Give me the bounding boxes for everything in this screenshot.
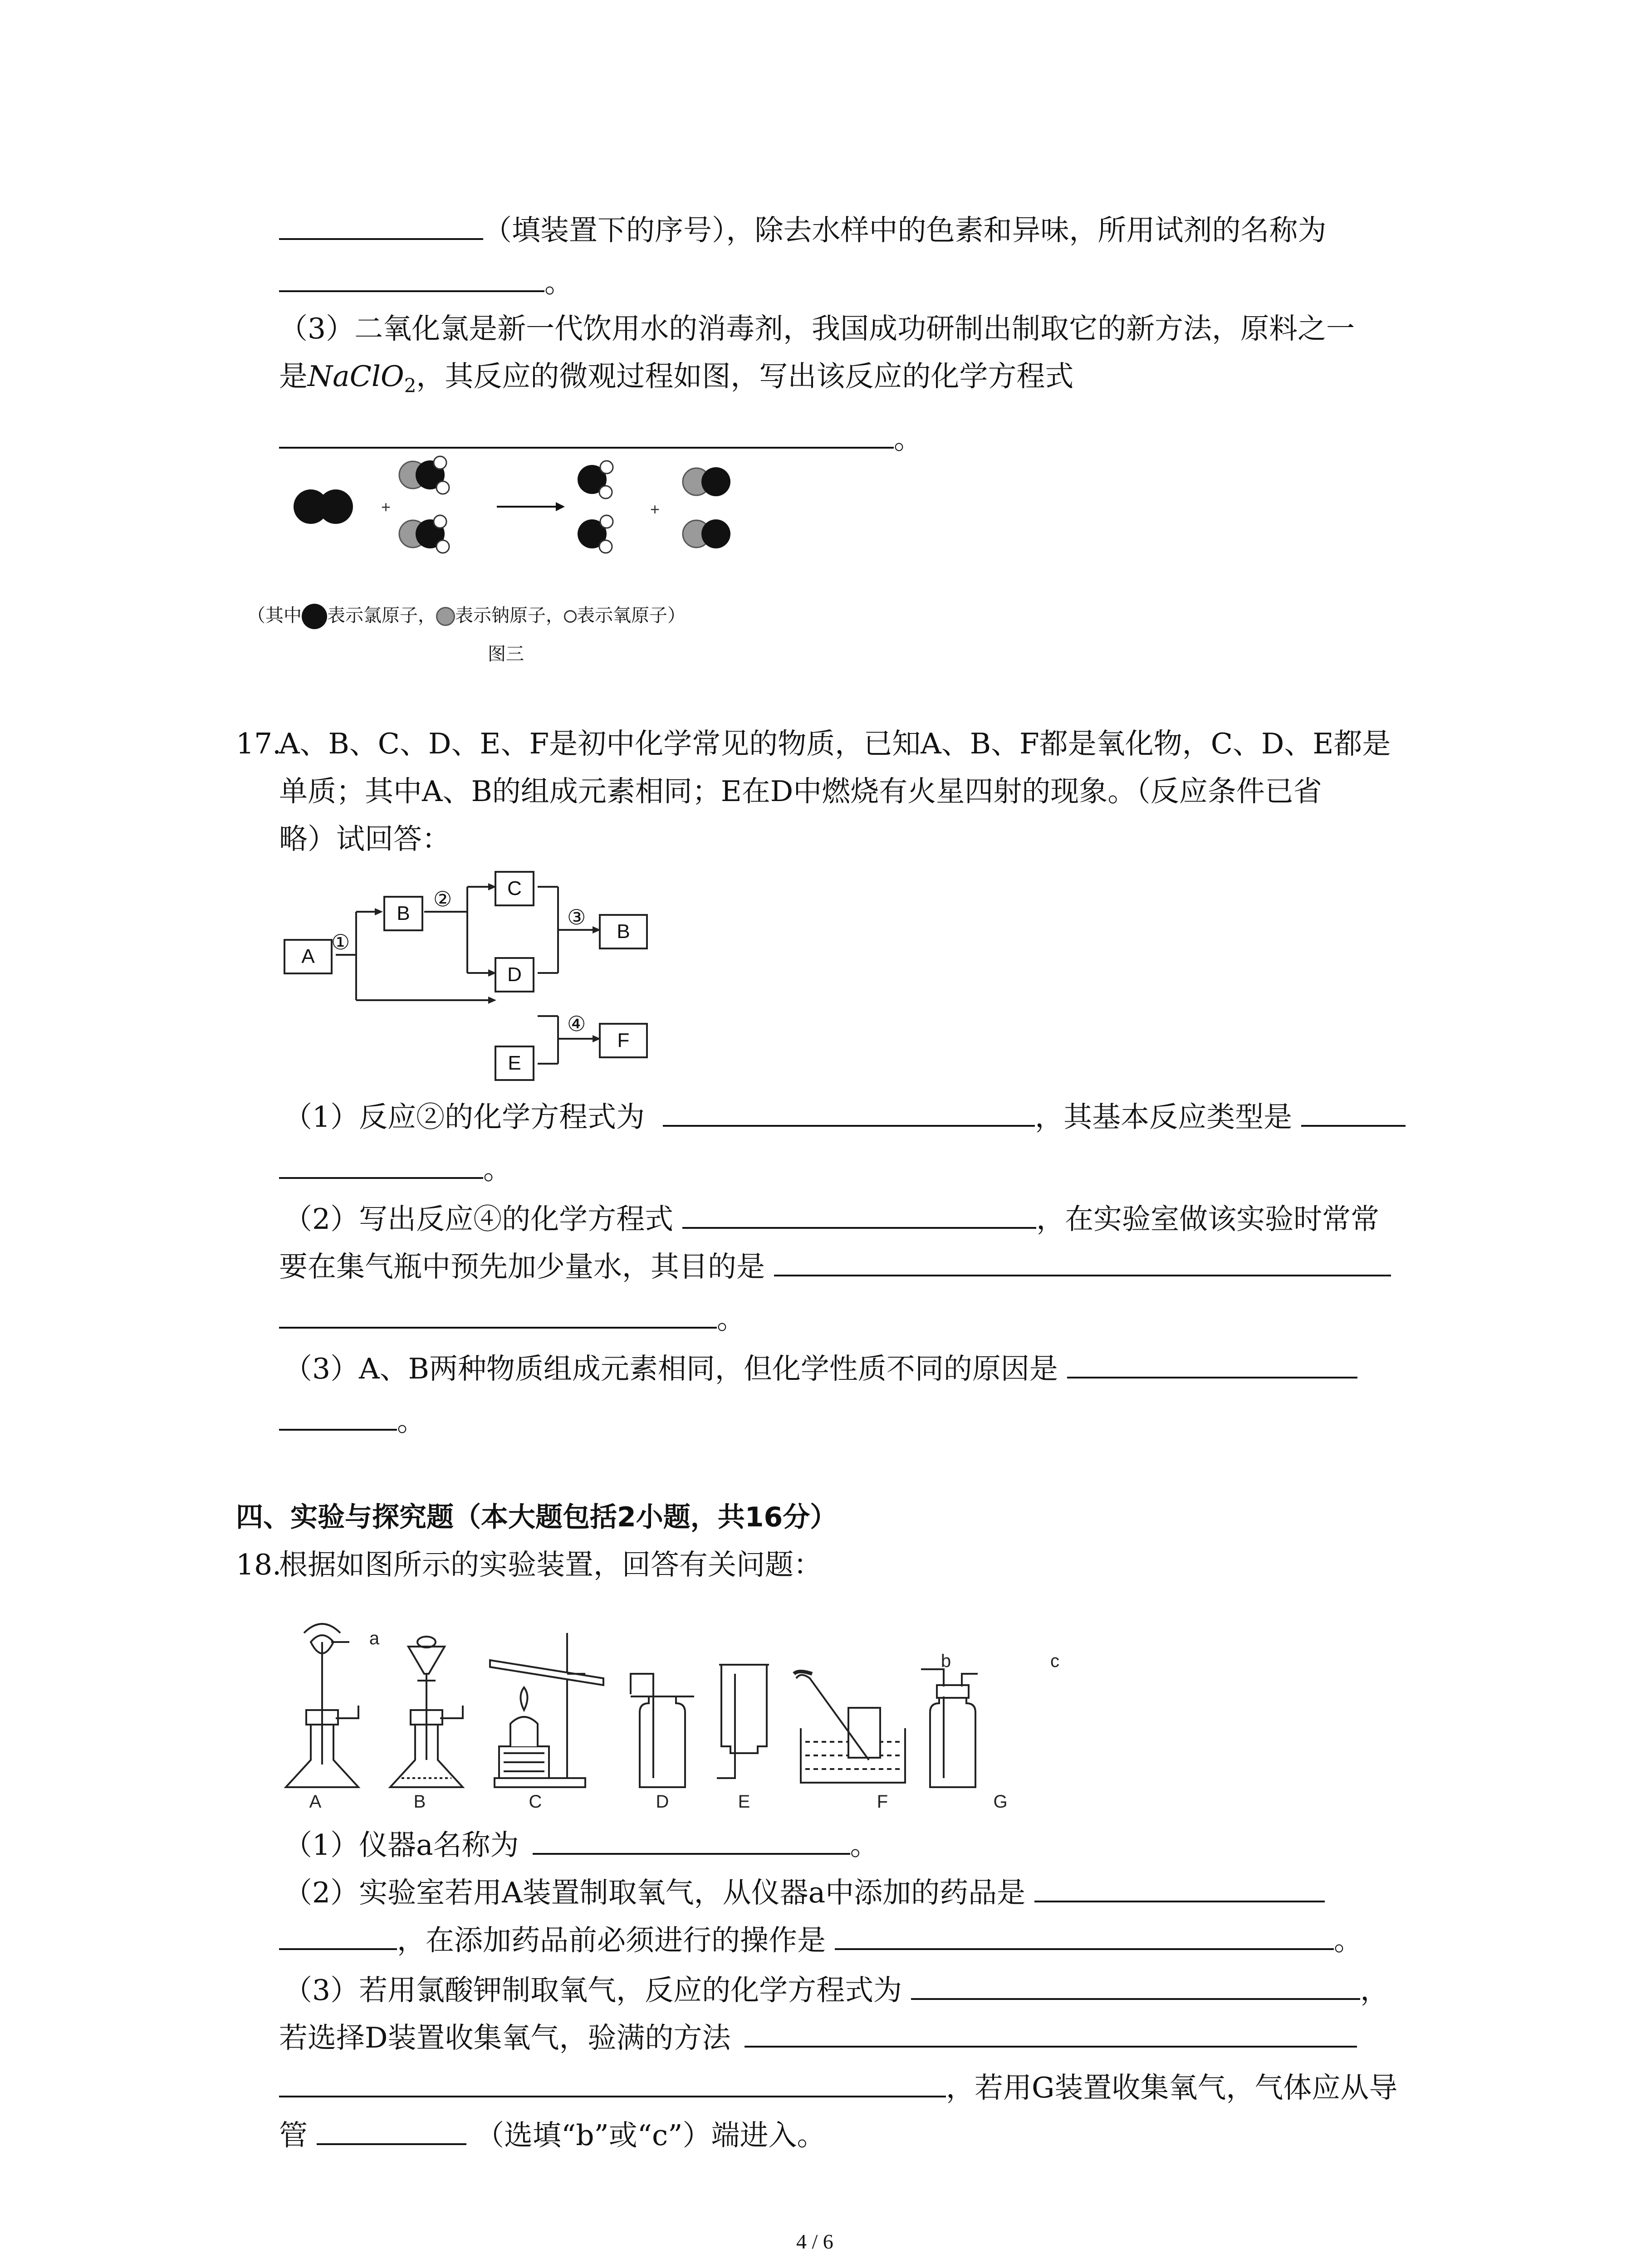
- answer-blank[interactable]: [533, 1826, 850, 1855]
- answer-blank[interactable]: [279, 263, 544, 292]
- q16-line-1: （填装置下的序号），除去水样中的色素和异味，所用试剂的名称为: [279, 211, 1327, 249]
- nacl-molecule-1: [683, 467, 730, 496]
- answer-blank[interactable]: [279, 1150, 483, 1179]
- sodium-atom-icon: [436, 607, 455, 626]
- answer-blank[interactable]: [279, 211, 483, 240]
- q17-line-3: 略）试回答：: [279, 822, 451, 855]
- apparatus-A: [286, 1624, 358, 1787]
- q16-part3-line-2: 是NaClO$_2$，其反应的微观过程如图，写出该反应的化学方程式: [279, 360, 1074, 397]
- chlorine-atom-icon: [302, 604, 327, 629]
- apparatus-D: [631, 1674, 694, 1787]
- apparatus-diagram: [272, 1606, 1112, 1814]
- node-B-product: B: [599, 914, 648, 949]
- label-b: b: [941, 1651, 951, 1671]
- q17-part2-line-2: 要在集气瓶中预先加少量水，其目的是: [279, 1247, 1391, 1285]
- relationship-diagram-lines: [272, 862, 681, 1098]
- naclo2-molecule-1: [399, 456, 449, 494]
- section-heading: 四、实验与探究题（本大题包括2小题，共16分）: [236, 1501, 838, 1533]
- q17-part3-line-1: （3）A、B两种物质组成元素相同，但化学性质不同的原因是: [284, 1349, 1357, 1387]
- q18-part3-line-3: ，若用G装置收集氧气，气体应从导: [279, 2068, 1397, 2106]
- answer-blank[interactable]: [279, 1402, 397, 1431]
- q18-part3-line-1: （3）若用氯酸钾制取氧气，反应的化学方程式为 ，: [284, 1971, 1389, 2009]
- device-label-A: A: [309, 1792, 322, 1812]
- plus-sign-2: +: [650, 500, 660, 518]
- answer-blank[interactable]: [317, 2116, 466, 2145]
- q18-intro: 根据如图所示的实验装置，回答有关问题：: [279, 1548, 822, 1581]
- q17-line-1: A、B、C、D、E、F是初中化学常见的物质，已知A、B、F都是氧化物，C、D、E都是: [279, 727, 1391, 760]
- cl2-molecule: [294, 489, 353, 524]
- reaction-label-1: ①: [331, 930, 350, 954]
- node-F: F: [599, 1023, 648, 1058]
- clo2-molecule-2: [578, 515, 613, 553]
- reaction-arrow: [497, 502, 565, 511]
- apparatus-F: [794, 1672, 905, 1783]
- q17-part2-line-1: （2）写出反应④的化学方程式 ，在实验室做该实验时常常: [284, 1200, 1379, 1237]
- q17-line-2: 单质；其中A、B的组成元素相同；E在D中燃烧有火星四射的现象。（反应条件已省: [279, 775, 1322, 808]
- node-D: D: [495, 957, 534, 992]
- q18-number: 18.: [236, 1548, 282, 1581]
- answer-blank[interactable]: [663, 1098, 1035, 1127]
- answer-blank[interactable]: [682, 1200, 1036, 1229]
- q18-part2-line-2: ，在添加药品前必须进行的操作是 。: [279, 1921, 1362, 1959]
- reaction-diagram: [272, 449, 771, 567]
- page-number: 4 / 6: [796, 2230, 833, 2253]
- device-label-F: F: [877, 1792, 888, 1812]
- apparatus-E: [717, 1665, 769, 1778]
- q18-part2-line-1: （2）实验室若用A装置制取氧气，从仪器a中添加的药品是: [284, 1873, 1325, 1911]
- q17-part3-line-2: 。: [279, 1402, 426, 1439]
- node-A: A: [284, 939, 333, 974]
- device-label-C: C: [529, 1792, 542, 1812]
- clo2-molecule-1: [578, 461, 613, 499]
- answer-blank[interactable]: [911, 1971, 1360, 2000]
- apparatus-G: [921, 1669, 978, 1787]
- apparatus-B: [390, 1637, 463, 1787]
- device-label-E: E: [738, 1792, 750, 1812]
- q16-line-2: 。: [279, 263, 573, 301]
- label-a: a: [369, 1628, 380, 1648]
- nacl-molecule-2: [683, 519, 730, 548]
- answer-blank[interactable]: [279, 2068, 946, 2097]
- node-E: E: [495, 1046, 534, 1081]
- q16-part3-line-1: （3）二氧化氯是新一代饮用水的消毒剂，我国成功研制出制取它的新方法，原料之一: [279, 312, 1355, 345]
- answer-blank[interactable]: [745, 2019, 1357, 2048]
- figure3-caption: 图三: [488, 644, 524, 664]
- figure3-legend: （其中 表示氯原子， 表示钠原子， 表示氧原子）: [247, 601, 686, 629]
- device-label-B: B: [413, 1792, 426, 1812]
- q18-part1: （1）仪器a名称为 。: [284, 1826, 879, 1863]
- device-label-D: D: [656, 1792, 669, 1812]
- formula: NaClO: [308, 360, 404, 393]
- q17-part1-line-1: （1）反应②的化学方程式为 ，其基本反应类型是: [284, 1098, 1406, 1135]
- plus-sign-1: +: [381, 498, 391, 516]
- reaction-label-4: ④: [567, 1012, 586, 1036]
- answer-blank[interactable]: [279, 420, 894, 449]
- apparatus-C: [490, 1633, 603, 1787]
- naclo2-molecule-2: [399, 515, 449, 553]
- device-label-G: G: [993, 1792, 1008, 1812]
- reaction-label-2: ②: [433, 887, 452, 911]
- q16-part3-line-3: 。: [279, 420, 922, 457]
- answer-blank[interactable]: [774, 1247, 1391, 1276]
- q17-number: 17.: [236, 727, 282, 760]
- answer-blank[interactable]: [1034, 1873, 1325, 1902]
- node-C: C: [495, 871, 534, 906]
- q18-part3-line-2: 若选择D装置收集氧气，验满的方法: [279, 2019, 1357, 2056]
- node-B: B: [383, 896, 423, 931]
- q17-part1-line-2: 。: [279, 1150, 512, 1188]
- reaction-label-3: ③: [567, 905, 586, 929]
- answer-blank[interactable]: [1067, 1349, 1357, 1378]
- label-c: c: [1050, 1651, 1059, 1671]
- answer-blank[interactable]: [279, 1921, 397, 1950]
- answer-blank[interactable]: [1301, 1098, 1406, 1127]
- oxygen-atom-icon: [564, 610, 577, 623]
- q17-part2-line-3: 。: [279, 1300, 745, 1337]
- answer-blank[interactable]: [279, 1300, 717, 1329]
- answer-blank[interactable]: [835, 1921, 1334, 1950]
- q18-part3-line-4: 管 （选填“b”或“c”）端进入。: [279, 2116, 825, 2154]
